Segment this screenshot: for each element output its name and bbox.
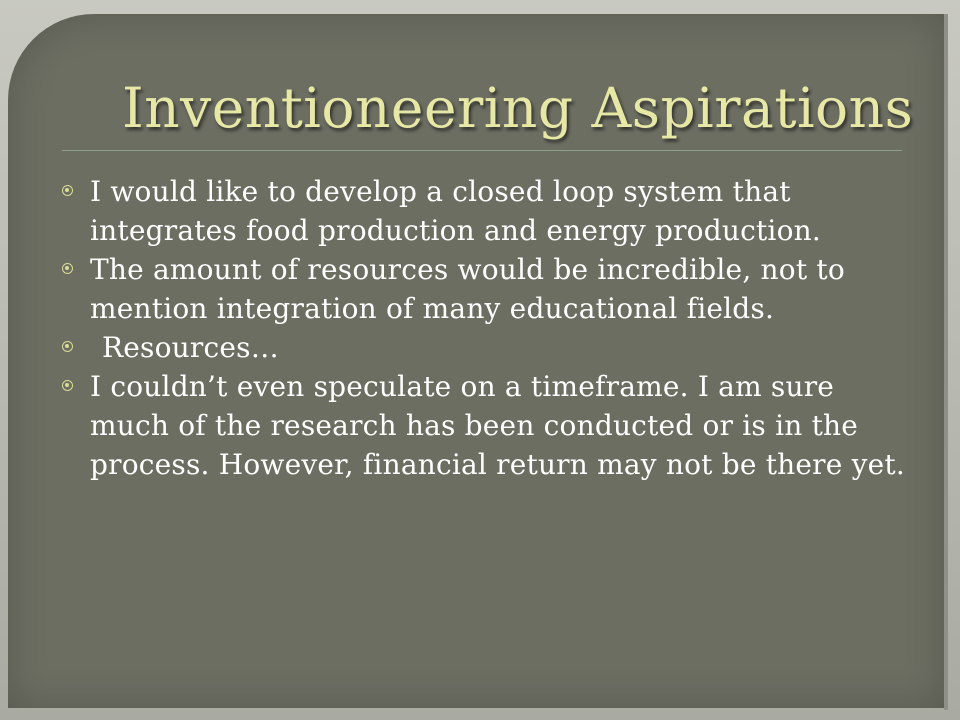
circled-dot-icon [62, 380, 73, 391]
bullet-item [62, 328, 920, 367]
circled-dot-icon [62, 341, 73, 352]
slide-title: Inventioneering Aspirations [122, 76, 914, 140]
circled-dot-icon [62, 263, 73, 274]
bullet-text: Resources… [102, 331, 279, 364]
bullet-text: I would like to develop a closed loop system that integrates food production and energy production. [90, 175, 821, 247]
title-divider [62, 150, 902, 151]
circled-dot-icon [62, 185, 73, 196]
bullet-item [62, 172, 920, 250]
bullet-text: I couldn’t even speculate on a timeframe. I am sure much of the research has been conducted or is in the process. However, financial return may not be there yet. [90, 370, 905, 481]
bullet-list [62, 172, 920, 484]
bullet-text: The amount of resources would be incredible, not to mention integration of many educational fields. [90, 253, 845, 325]
bullet-item [62, 367, 920, 484]
bullet-item [62, 250, 920, 328]
